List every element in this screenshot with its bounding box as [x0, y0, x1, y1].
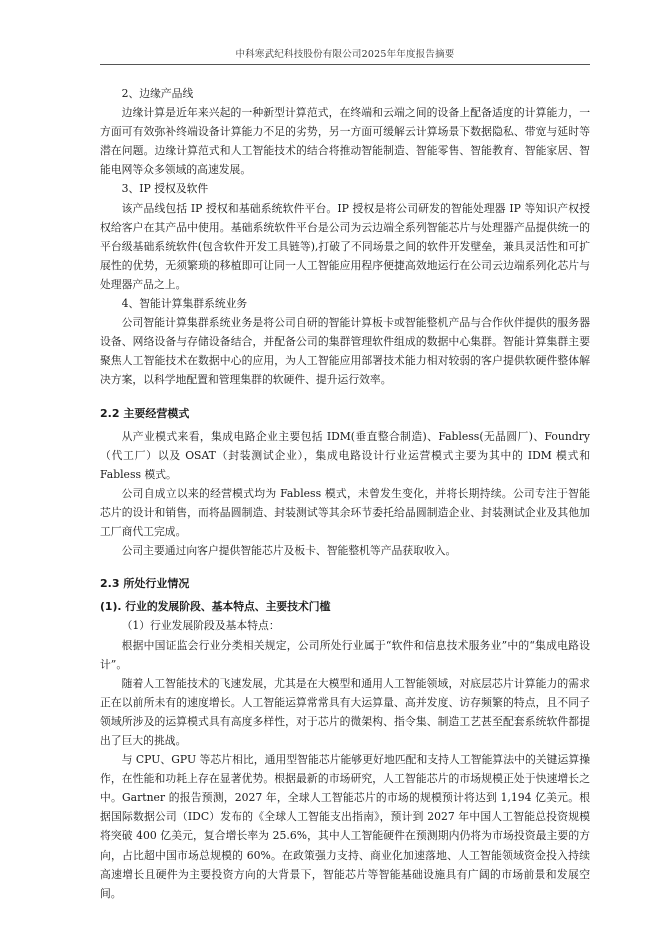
- cluster-body: 公司智能计算集群系统业务是将公司自研的智能计算板卡或智能整机产品与合作伙伴提供的服务器设备、网络设备与存储设备结合，并配备公司的集群管理软件组成的数据中心集群。智能计算集群主要聚焦人工智能技术在数据中心的应用，为人工智能应用部署技术能力相对较弱的客户提供软硬件整体解决方案，以科学地配置和管理集群的软硬件、提升运行效率。: [100, 316, 590, 387]
- page-header: 中科寒武纪科技股份有限公司2025年年度报告摘要: [235, 49, 455, 60]
- header-divider: [100, 64, 590, 65]
- section-2-2-heading: 2.2 主要经营模式: [100, 406, 190, 420]
- ip-heading: 3、IP 授权及软件: [121, 182, 209, 196]
- ip-body: 该产品线包括 IP 授权和基础系统软件平台。IP 授权是将公司研发的智能处理器 IP 等知识产权授权给客户在其产品中使用。基础系统软件平台是公司为云边端全系列智能芯片与处理器产品提供统一的平台级基础系统软件(包含软件开发工具链等),打破了不同场景之间的软件开发壁垒，兼具灵活性和可扩展性的优势，无须繁琐的移植即可让同一人工智能应用程序便捷高效地运行在公司云边端系列化芯片与处理器产品之上。: [100, 201, 590, 291]
- edge-heading: 2、边缘产品线: [121, 87, 194, 100]
- section-2-2-para-2: 公司自成立以来的经营模式均为 Fabless 模式，未曾发生变化，并将长期持续。公司专注于智能芯片的设计和销售，而将晶圆制造、封装测试等其余环节委托给晶圆制造企业、封装测试企业及其他加工厂商代工完成。: [100, 486, 590, 539]
- section-2-3-subheading: (1). 行业的发展阶段、基本特点、主要技术门槛: [100, 600, 331, 614]
- section-2-3-item: （1）行业发展阶段及基本特点：: [121, 619, 280, 633]
- section-2-2-para-1: 从产业模式来看，集成电路企业主要包括 IDM(垂直整合制造)、Fabless(无晶圆厂)、Foundry（代工厂）以及 OSAT（封装测试企业），集成电路设计行业运营模式主要为其中的 IDM 模式和 Fabless 模式。: [100, 429, 590, 481]
- section-2-3-para-1: 根据中国证监会行业分类相关规定，公司所处行业属于“软件和信息技术服务业”中的“集成电路设计”。: [100, 638, 590, 671]
- section-2-3-para-3: 与 CPU、GPU 等芯片相比，通用型智能芯片能够更好地匹配和支持人工智能算法中的关键运算操作，在性能和功耗上存在显著优势。根据最新的市场研究，人工智能芯片的市场规模正处于快速增长之中。Gartner 的报告预测，2027 年，全球人工智能芯片的市场的规模预计将达到 1,194 亿美元。根据国际数据公司（IDC）发布的《全球人工智能支出指南》，预计到 2027 年中国人工智能总投资规模将突破 400 亿美元，复合增长率为 25.6%，其中人工智能硬件在预测期内仍将为市场投资最主要的方向，占比超中国市场总规模的 60%。在政策强力支持、商业化加速落地、人工智能领域资金投入持续高速增长且硬件为主要投资方向的大背景下，智能芯片等智能基础设施具有广阔的市场前景和发展空间。: [100, 753, 590, 900]
- section-2-3-para-2: 随着人工智能技术的飞速发展，尤其是在大模型和通用人工智能领域，对底层芯片计算能力的需求正在以前所未有的速度增长。人工智能运算常常具有大运算量、高并发度、访存频繁的特点，且不同子领域所涉及的运算模式具有高度多样性，对于芯片的微架构、指令集、制造工艺甚至配套系统软件都提出了巨大的挑战。: [100, 676, 590, 747]
- page-content: [100, 84, 590, 903]
- edge-body: 边缘计算是近年来兴起的一种新型计算范式，在终端和云端之间的设备上配备适度的计算能力，一方面可有效弥补终端设备计算能力不足的劣势，另一方面可缓解云计算场景下数据隐私、带宽与延时等潜在问题。边缘计算范式和人工智能技术的结合将推动智能制造、智能零售、智能教育、智能家居、智能电网等众多领域的高速发展。: [100, 106, 590, 177]
- section-2-3-heading: 2.3 所处行业情况: [100, 577, 190, 591]
- section-2-2-para-3: 公司主要通过向客户提供智能芯片及板卡、智能整机等产品获取收入。: [121, 544, 457, 558]
- cluster-heading: 4、智能计算集群系统业务: [121, 297, 248, 311]
